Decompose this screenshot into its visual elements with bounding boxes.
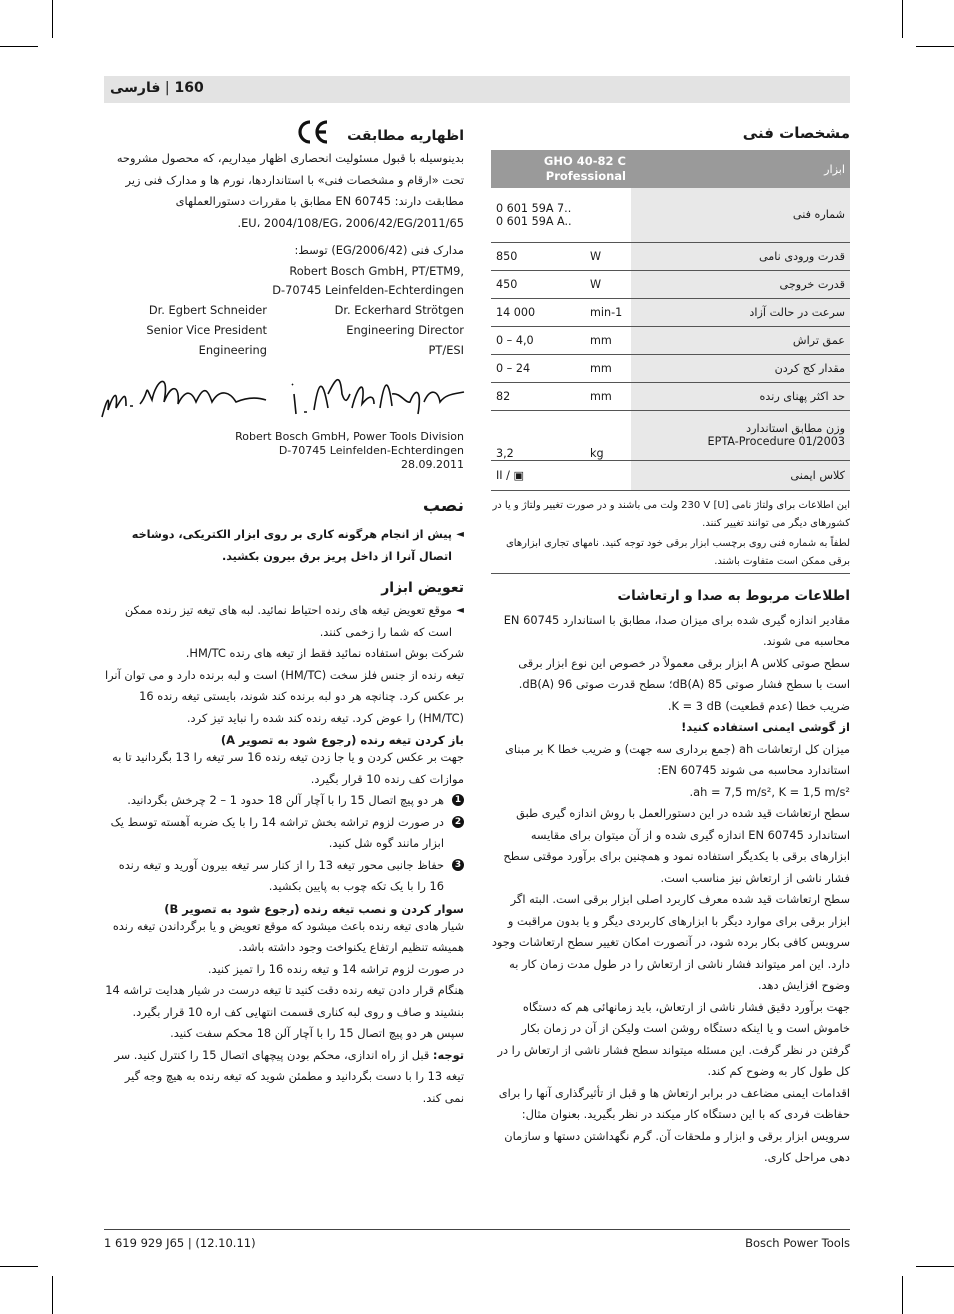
step-item <box>104 790 464 812</box>
specs-head-model: GHO 40-82 C Professional <box>491 150 631 188</box>
mount-blade-para: شیار هادی تیغه رنده باعث میشود که موقع تعویض و یا برگرداندن تیغه رنده همیشه تنظیم ارتفاع یکنواخت وجود داشته باشد. <box>112 918 464 954</box>
footer-rule <box>104 1229 850 1230</box>
specs-label: وزن مطابق استاندارد EPTA-Procedure 01/2003 <box>631 410 850 460</box>
crop-mark <box>0 46 38 47</box>
step-3-icon: 3 <box>452 859 464 871</box>
signatory-name: Dr. Egbert Schneider <box>148 303 267 317</box>
ear-protection-title: از گوشی ایمنی استفاده کنید! <box>681 720 850 734</box>
tool-change-para: تیغه رنده از جنس فلز سخت (HM/TC) است و لبه برنده دارد و می توان آنرا بر عکس کرد. چنانچه هر دو لبه برنده کند شوند، بایستی تیغه رنده 16 (HM/TC) را عوض کرد. تیغه رنده کند شده را نباید تیز کرد. <box>104 667 464 725</box>
specs-label: شماره فنی <box>631 188 850 242</box>
specs-row <box>491 354 850 382</box>
crop-mark <box>916 1266 954 1267</box>
step-text: در صورت لزوم تراشه بخش تراشه 14 را با یک ضربه آهسته توسط یک ابزار مانند گوه شل کنید. <box>110 814 444 850</box>
specs-label: قدرت ورودی نامی <box>631 242 850 270</box>
step-item <box>104 855 464 898</box>
step-text: حفاظ جانبی محور تیغه 13 را از کنار سر تیغه بیرون آورید و تیغه رنده 16 را با یک تکه چوب به پایین بکشید. <box>118 857 444 893</box>
specs-label: حد اکثر پهنای رنده <box>631 382 850 410</box>
specs-value: 0 601 59A 7.. 0 601 59A A.. <box>491 188 585 242</box>
specs-value: 0 – 24 <box>491 354 585 382</box>
vibration-para: سطح ارتعاشات قید شده در این دستورالعمل با روش اندازه گیری طبق استاندارد EN 60745 اندازه گیری شده و از آن میتوان برای مقایسه ابزارهای برقی با یکدیگر استفاده نمود و همچنین برای برآورد موقتی سطح فشار ناشی از ارتعاش نیز مناسب است. <box>503 806 850 885</box>
specs-label: سرعت در حالت آزاد <box>631 298 850 326</box>
noise-title: اطلاعات مربوط به صدا و ارتعاشات <box>617 587 850 604</box>
page-number: 160 <box>174 80 204 96</box>
specs-label: عمق تراش <box>631 326 850 354</box>
crop-mark <box>52 0 53 38</box>
vibration-para: اقدامات ایمنی مضاعف در برابر ارتعاش ها و قبل از تأثیرگذاری آنها را برای حفاظت فردی که با این دستگاه کار میکند در نظر بگیرید. بعنوان مثال: سرویس ابزار برقی و ابزار و ملحقات آن. گرم نگهداشتن دستها و سازمان دهی مراحل کاری. <box>498 1085 850 1164</box>
specs-value: 0 – 4,0 <box>491 326 585 354</box>
specs-unit: mm <box>585 382 631 410</box>
page-header-text: 160 | فارسی <box>110 80 204 96</box>
company-address: D-70745 Leinfelden-Echterdingen <box>278 444 464 457</box>
arrow-bullet-icon: ◄ <box>456 529 464 540</box>
arrow-bullet-icon: ◄ <box>456 605 464 616</box>
specs-unit <box>585 188 631 242</box>
specs-row <box>491 460 850 490</box>
tool-change-title: تعویض ابزار <box>381 580 464 596</box>
specs-unit: W <box>585 270 631 298</box>
specs-row <box>491 382 850 410</box>
specs-label: قدرت خروجی <box>631 270 850 298</box>
signatory-role: Senior Vice President <box>146 323 267 337</box>
company-name: Robert Bosch GmbH, Power Tools Division <box>235 430 464 443</box>
vibration-para: سطح ارتعاشات قید شده معرف کاربرد اصلی ابزار برقی است. البته اگر ابزار برقی برای موارد دیگر با ابزارهای کاربردی دیگر و یا بدون مراقبت و سرویس کافی بکار برده شود، در آنصورت امکان تغییر سطح ارتعاشات وجود دارد. این امر میتواند فشار ناشی از ارتعاش را در طول مدت زمان کار به وضوح افزایش دهد. <box>491 892 850 992</box>
specs-value: II / ▣ <box>491 460 585 490</box>
footer-brand: Bosch Power Tools <box>745 1236 850 1250</box>
crop-mark <box>916 46 954 47</box>
specs-unit: W <box>585 242 631 270</box>
installation-warning <box>104 524 464 568</box>
specs-value: 450 <box>491 270 585 298</box>
specs-row <box>491 270 850 298</box>
note-text: قبل از راه اندازی، محکم بودن پیچهای اتصال 15 را کنترل کنید. سر تیغه 13 را با دست بگردانید و مطمئن شوید که تیغه رنده به هیچ وجه گیر نمی کند. <box>114 1047 464 1105</box>
specs-label: کلاس ایمنی <box>631 460 850 490</box>
signatory-right <box>300 300 464 360</box>
specs-row <box>491 326 850 354</box>
noise-para: مقادیر اندازه گیری شده برای میزان صدا، مطابق با استاندارد EN 60745 محاسبه می شوند. <box>503 612 850 648</box>
specs-unit: kg <box>585 410 631 460</box>
specs-table <box>491 150 850 491</box>
vibration-para: میزان کل ارتعاشات ah (جمع برداری سه جهت) و ضریب خطا K بر مبنای استاندارد محاسبه می شوند EN 60745: <box>504 741 850 777</box>
step-1-icon: 1 <box>452 794 464 806</box>
ce-mark-icon <box>296 118 330 146</box>
left-column <box>104 128 464 300</box>
note-para <box>104 1045 464 1110</box>
specs-value: 14 000 <box>491 298 585 326</box>
step-item <box>104 812 464 855</box>
mount-blade-para: در صورت لزوم تراشه 14 و تیغه رنده 16 را تمیز کنید. <box>207 961 464 976</box>
specs-row <box>491 410 850 460</box>
right-column <box>491 124 850 1169</box>
noise-para: سطح صوتی کلاس A ابزار برقی معمولاً در خصوص این نوع ابزار برقی است با سطح فشار صوتی 85 dB(A)؛ سطح قدرت صوتی 96 dB(A). ضریب خطا (عدم قطعیت) K = 3 dB. <box>518 655 850 713</box>
installation-warning-text: پیش از انجام هرگونه کاری بر روی ابزار الکتریکی، دوشاخه اتصال آنرا از داخل پریز برق بیرون بکشید. <box>131 528 452 563</box>
signature-left-image <box>100 362 270 422</box>
specs-label: مقدار کج کردن <box>631 354 850 382</box>
specs-unit: min-1 <box>585 298 631 326</box>
mount-blade-para: هنگام قرار دادن تیغه رنده دقت کنید تا تیغه درست در شیار هدایت تراشه 14 بنشیند و صاف و روی لبه کناری قسمت انتهایی کف اره 10 قرار بگیرد. سپس هر دو پیچ اتصال 15 را با آچار آلن 18 محکم سفت کنید. <box>105 983 464 1040</box>
specs-row <box>491 188 850 242</box>
specs-note-article: لطفاً به شماره فنی روی برچسب ابزار برقی خود توجه کنید. نامهای تجاری ابزارهای برقی ممکن است متفاوت باشند. <box>491 535 850 574</box>
remove-blade-title: باز کردن تیغه رنده (رجوع شود به تصویر A) <box>220 733 464 747</box>
remove-steps <box>104 790 464 898</box>
tool-change-para: شرکت بوش استفاده نمائید فقط از تیغه های رنده HM/TC. <box>185 646 464 660</box>
company-block <box>204 430 464 472</box>
signatory-dept: Engineering <box>198 343 267 357</box>
declaration-date: 28.09.2011 <box>401 458 464 471</box>
footer-doc-code: 1 619 929 J65 | (12.10.11) <box>104 1236 256 1250</box>
page-header <box>104 76 850 103</box>
specs-title: مشخصات فنی <box>742 124 850 142</box>
technical-file-address: D-70745 Leinfelden-Echterdingen <box>272 282 464 297</box>
specs-unit: mm <box>585 326 631 354</box>
installation-title: نصب <box>422 496 464 516</box>
crop-mark <box>902 1276 903 1314</box>
specs-row <box>491 298 850 326</box>
remove-blade-para: جهت بر عکس کردن و یا جا زدن تیغه رنده 16 سر تیغه را 13 بگردانید تا به موازات کف رنده 10 قرار بگیرد. <box>112 750 464 786</box>
specs-unit: mm <box>585 354 631 382</box>
signature-right-image <box>288 364 468 424</box>
language-label: فارسی <box>110 80 161 96</box>
note-label: توجه: <box>432 1047 464 1062</box>
signatory-role: Engineering Director <box>346 323 464 337</box>
specs-head-row <box>491 150 850 188</box>
specs-unit <box>585 460 631 490</box>
step-2-icon: 2 <box>452 816 464 828</box>
specs-value: 3,2 <box>491 410 585 460</box>
crop-mark <box>52 1276 53 1314</box>
specs-note-voltage: این اطلاعات برای ولتاژ نامی [U] 230 V ولت می باشند و در صورت تغییر ولتاژ و یا در کشورهای دیگر می توانند تغییر کنند. <box>492 499 850 529</box>
specs-value: 850 <box>491 242 585 270</box>
specs-row <box>491 242 850 270</box>
installation-section <box>104 496 464 1109</box>
conformity-title: اظهاریه مطابقت <box>347 128 464 144</box>
conformity-text: بدینوسیله با قبول مسئولیت انحصاری اظهار میداریم، که محصول مشروحه تحت «ارقام و مشخصات فنی» با استانداردها، نورم ها و مدارک فنی زیر مطابقت دارند: EN 60745 مطابق با مقررات دستورالعملهای 2011/65/EU، 2004/108/EG، 2006/42/EG. <box>116 151 464 230</box>
vibration-para: جهت برآورد دقیق فشار ناشی از ارتعاش، باید زمانهائی هم که دستگاه خاموش است و یا اینکه دستگاه روشن است ولیکن از آن در زمان بکار گرفتن در نظر گرفت. این مسئله میتواند سطح فشار ناشی از ارتعاش را در کل طول کار به وضوح کم کند. <box>497 999 850 1078</box>
noise-text <box>491 610 850 1169</box>
technical-file-address: Robert Bosch GmbH, PT/ETM9, <box>289 263 464 278</box>
vibration-values: ah = 7,5 m/s², K = 1,5 m/s². <box>689 784 850 799</box>
mount-blade-title: سوار کردن و نصب تیغه رنده (رجوع شود به تصویر B) <box>164 901 464 916</box>
specs-head-label: ابزار <box>631 150 850 188</box>
crop-mark <box>902 0 903 38</box>
signatory-name: Dr. Eckerhard Strötgen <box>334 303 464 317</box>
signatory-dept: PT/ESI <box>428 343 464 357</box>
specs-value: 82 <box>491 382 585 410</box>
signatory-left <box>104 300 267 360</box>
crop-mark <box>0 1266 38 1267</box>
technical-file-by: مدارک فنی (2006/42/EG) توسط: <box>294 243 464 257</box>
tool-change-warning <box>104 600 464 643</box>
tool-change-warning-text: موقع تعویض تیغه های رنده احتیاط نمائید. لبه های تیغه تیز رنده ممکن است که شما را زخمی کنند. <box>124 603 452 639</box>
step-text: هر دو پیچ اتصال 15 را با آچار آلن 18 حدود 1 – 2 چرخش بگردانید. <box>127 793 444 807</box>
